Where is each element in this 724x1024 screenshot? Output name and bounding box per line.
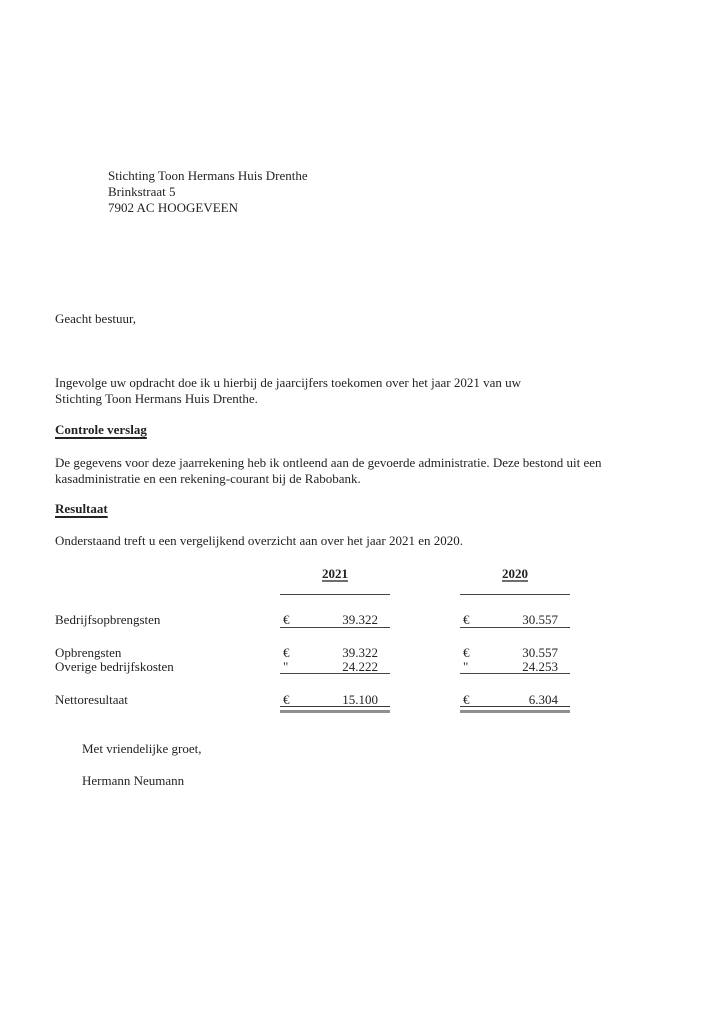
ditto-mark: " [283, 659, 289, 674]
recipient-city: 7902 AC HOOGEVEEN [108, 200, 238, 215]
controle-body-line: kasadministratie en een rekening-courant bij de Rabobank. [55, 471, 361, 486]
recipient-address-block [108, 168, 308, 216]
table-year-header-2020: 2020 [502, 566, 528, 581]
amount-cell-2020 [460, 612, 570, 628]
intro-paragraph [55, 375, 521, 407]
salutation: Geacht bestuur, [55, 311, 137, 326]
table-year-header-2021: 2021 [322, 566, 348, 581]
section-heading-controle-verslag: Controle verslag [55, 422, 147, 437]
row-label: Bedrijfsopbrengsten [55, 612, 161, 627]
amount-cell-2020 [460, 659, 570, 674]
currency-symbol: € [283, 612, 290, 627]
total-double-rule-2021 [280, 710, 390, 713]
currency-symbol: € [463, 612, 470, 627]
row-label: Overige bedrijfskosten [55, 659, 174, 674]
amount-value: 24.253 [522, 659, 558, 674]
amount-value: 30.557 [522, 612, 558, 627]
controle-verslag-paragraph [55, 455, 602, 487]
amount-cell-2021 [280, 692, 390, 707]
closing-salute: Met vriendelijke groet, [82, 741, 202, 756]
amount-value: 39.322 [342, 645, 378, 660]
currency-symbol: € [463, 645, 470, 660]
signature-name: Hermann Neumann [82, 773, 185, 788]
amount-value: 39.322 [342, 612, 378, 627]
amount-cell-2020 [460, 692, 570, 707]
recipient-name: Stichting Toon Hermans Huis Drenthe [108, 168, 308, 183]
amount-value: 24.222 [342, 659, 378, 674]
amount-cell-2021 [280, 612, 390, 628]
intro-line: Ingevolge uw opdracht doe ik u hierbij de jaarcijfers toekomen over het jaar 2021 van uw [55, 375, 522, 390]
table-top-rule-2021 [280, 594, 390, 595]
controle-body-line: De gegevens voor deze jaarrekening heb ik ontleend aan de gevoerde administratie. Deze bestond uit een [55, 455, 602, 470]
ditto-mark: " [463, 659, 469, 674]
resultaat-body-line: Onderstaand treft u een vergelijkend overzicht aan over het jaar 2021 en 2020. [55, 533, 464, 548]
amount-value: 30.557 [522, 645, 558, 660]
recipient-street: Brinkstraat 5 [108, 184, 176, 199]
amount-value: 15.100 [342, 692, 378, 707]
total-double-rule-2020 [460, 710, 570, 713]
resultaat-paragraph [55, 533, 463, 549]
row-label: Opbrengsten [55, 645, 122, 660]
row-label: Nettoresultaat [55, 692, 128, 707]
amount-value: 6.304 [528, 692, 558, 707]
intro-line: Stichting Toon Hermans Huis Drenthe. [55, 391, 258, 406]
section-heading-resultaat: Resultaat [55, 501, 108, 516]
currency-symbol: € [463, 692, 470, 707]
currency-symbol: € [283, 645, 290, 660]
table-top-rule-2020 [460, 594, 570, 595]
amount-cell-2021 [280, 659, 390, 674]
currency-symbol: € [283, 692, 290, 707]
